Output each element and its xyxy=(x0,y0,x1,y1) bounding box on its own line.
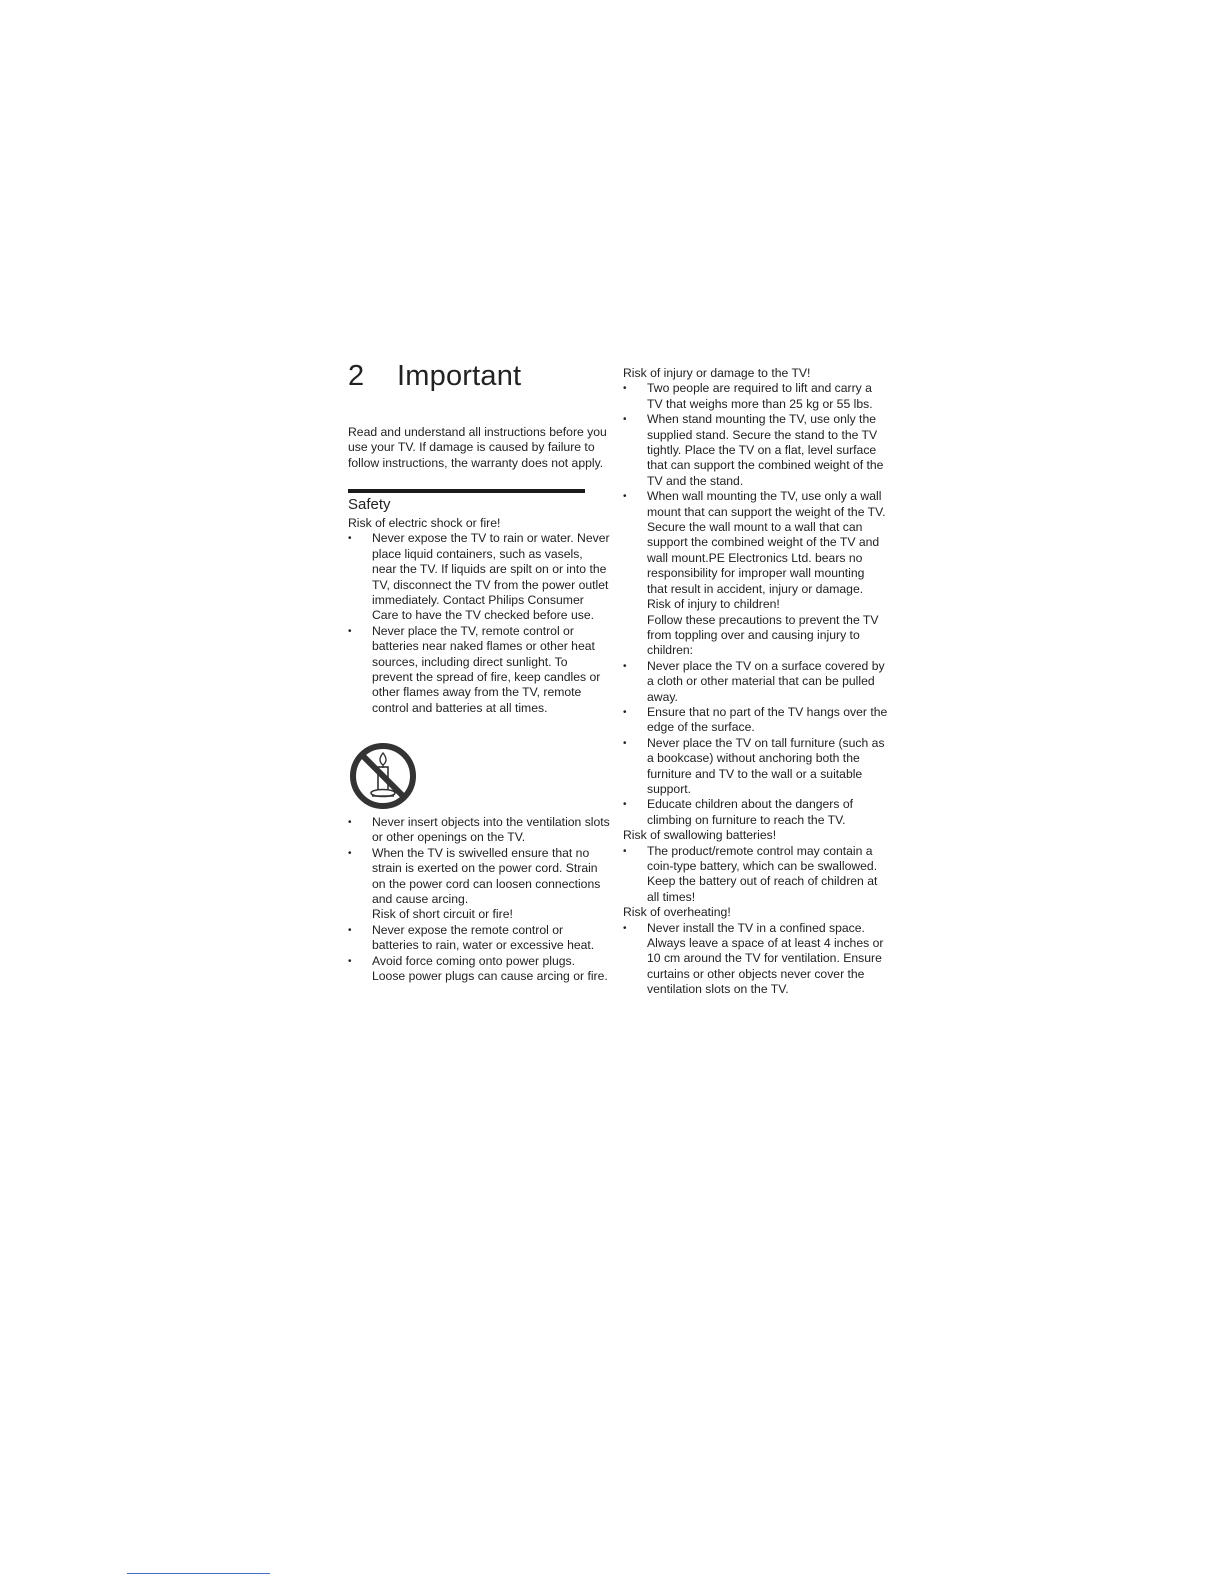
section-title: Safety xyxy=(348,496,391,513)
list-item: • Two people are required to lift and carry a TV that weighs more than 25 kg or 55 lbs. xyxy=(623,381,888,412)
list-item: • Never place the TV on a surface covered by a cloth or other material that can be pulled away. xyxy=(623,659,888,705)
bullet-list xyxy=(623,381,888,597)
left-column-bottom xyxy=(348,815,610,984)
list-item: • The product/remote control may contain a coin-type battery, which can be swallowed. Keep the battery out of reach of children at all times! xyxy=(623,844,888,906)
list-item: • Never place the TV, remote control or batteries near naked flames or other heat sources, including direct sunlight. To prevent the spread of fire, keep candles or other flames away from the TV, remote control and batteries at all times. xyxy=(348,624,610,716)
risk-heading: Risk of electric shock or fire! xyxy=(348,516,501,530)
left-column-top xyxy=(348,516,610,716)
intro-paragraph: Read and understand all instructions before you use your TV. If damage is caused by failure to follow instructions, the warranty does not apply. xyxy=(348,425,607,470)
list-item: • Never install the TV in a confined space. Always leave a space of at least 4 inches or 10 cm around the TV for ventilation. Ensure curtains or other objects never cover the ventilation slots on the TV. xyxy=(623,921,888,998)
no-candle-icon xyxy=(348,741,418,811)
list-item: • Never place the TV on tall furniture (such as a bookcase) without anchoring both the furniture and TV to the wall or a suitable support. xyxy=(623,736,888,798)
risk-heading: Risk of injury or damage to the TV! xyxy=(623,366,811,380)
chapter-title: Important xyxy=(397,360,522,392)
bullet-list xyxy=(623,921,888,998)
risk-subheading: Risk of injury to children! xyxy=(647,597,780,612)
bullet-list xyxy=(348,923,610,985)
list-item: • When the TV is swivelled ensure that no strain is exerted on the power cord. Strain on the power cord can loosen connections and cause arcing. xyxy=(348,846,610,908)
risk-subtext: Follow these precautions to prevent the TV from toppling over and causing injury to children: xyxy=(647,612,879,658)
footer-link-underline[interactable] xyxy=(127,1573,270,1574)
list-item: • Avoid force coming onto power plugs. Loose power plugs can cause arcing or fire. xyxy=(348,954,610,985)
list-item: • Never expose the TV to rain or water. Never place liquid containers, such as vasels, near the TV. If liquids are spilt on or into the TV, disconnect the TV from the power outlet immediately. Contact Philips Consumer Care to have the TV checked before use. xyxy=(348,531,610,623)
chapter-heading xyxy=(348,360,521,393)
risk-heading: Risk of overheating! xyxy=(623,905,731,920)
risk-subheading: Risk of short circuit or fire! xyxy=(372,907,513,922)
bullet-list xyxy=(348,531,610,716)
list-item: • Never expose the remote control or batteries to rain, water or excessive heat. xyxy=(348,923,610,954)
risk-heading: Risk of swallowing batteries! xyxy=(623,828,777,843)
list-item: • Ensure that no part of the TV hangs over the edge of the surface. xyxy=(623,705,888,736)
bullet-list xyxy=(348,815,610,907)
list-item: • When stand mounting the TV, use only the supplied stand. Secure the stand to the TV tightly. Place the TV on a flat, level surface that can support the combined weight of the TV and the stand. xyxy=(623,412,888,489)
section-divider xyxy=(348,489,585,493)
right-column xyxy=(623,366,888,998)
chapter-number: 2 xyxy=(348,360,365,392)
list-item: • When wall mounting the TV, use only a wall mount that can support the weight of the TV. Secure the wall mount to a wall that can support the combined weight of the TV and wall mount.PE Electronics Ltd. bears no responsibility for improper wall mounting that result in accident, injury or damage. xyxy=(623,489,888,597)
bullet-list xyxy=(623,844,888,906)
bullet-list xyxy=(623,659,888,828)
list-item: • Educate children about the dangers of climbing on furniture to reach the TV. xyxy=(623,797,888,828)
list-item: • Never insert objects into the ventilation slots or other openings on the TV. xyxy=(348,815,610,846)
